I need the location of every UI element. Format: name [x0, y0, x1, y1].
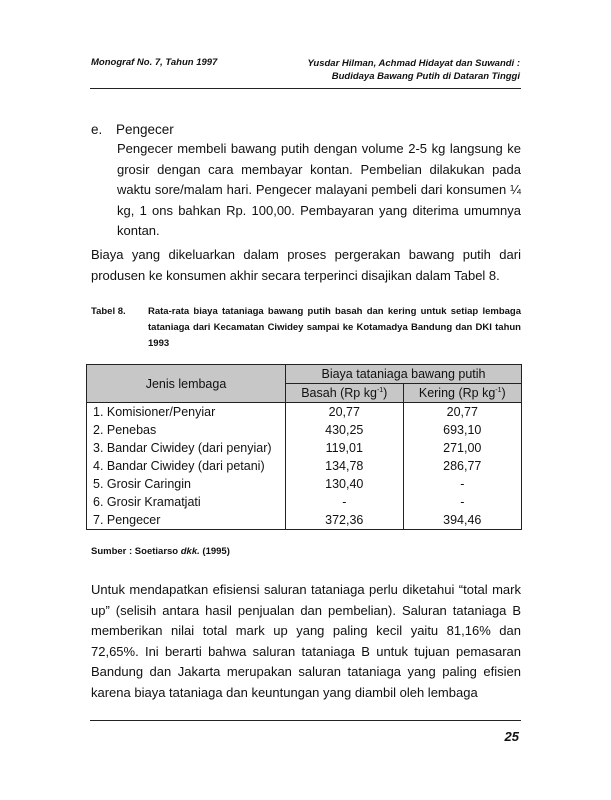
- table-row: [87, 421, 522, 439]
- table-source: [91, 546, 230, 557]
- table-caption: [91, 304, 521, 352]
- section-body: Pengecer membeli bawang putih dengan volume 2-5 kg langsung ke grosir dengan cara membayar kontan. Pembelian dilakukan pada waktu sore/malam hari. Pengecer malayani pembeli dari konsumen ¼ kg, 1 ons bahkan Rp. 100,00. Pembayaran yang diterima umumnya kontan.: [117, 141, 521, 239]
- header-basah: [286, 384, 404, 403]
- cell-basah: 134,78: [286, 457, 404, 475]
- header-kering: [403, 384, 521, 403]
- source-suffix: (1995): [202, 546, 230, 557]
- header-basah-close: ): [383, 386, 388, 400]
- cell-kering: -: [403, 475, 521, 493]
- closing-paragraph: Untuk mendapatkan efisiensi saluran tataniaga perlu diketahui “total mark up” (selisih antara hasil penjualan dan pembelian). Saluran tataniaga B memberikan nilai total mark up yang paling kecil yaitu 81,16% dan 72,65%. Ini berarti bahwa saluran tataniaga B untuk tujuan pemasaran Bandung dan Jakarta merupakan saluran tataniaga yang paling efisien karena biaya tataniaga dan keuntungan yang diambil oleh lembaga: [91, 582, 521, 700]
- cell-jenis: 6. Grosir Kramatjati: [87, 493, 286, 511]
- cost-table: [86, 364, 522, 530]
- header-kering-close: ): [501, 386, 506, 400]
- cell-kering: -: [403, 493, 521, 511]
- cell-kering: 693,10: [403, 421, 521, 439]
- cell-jenis: 2. Penebas: [87, 421, 286, 439]
- source-italic: dkk.: [180, 546, 200, 557]
- cell-basah: -: [286, 493, 404, 511]
- table-row: [87, 457, 522, 475]
- header-book-title: Budidaya Bawang Putih di Dataran Tinggi: [331, 71, 520, 82]
- cell-jenis: 7. Pengecer: [87, 511, 286, 530]
- cell-kering: 271,00: [403, 439, 521, 457]
- cell-basah: 430,25: [286, 421, 404, 439]
- table-row: [87, 439, 522, 457]
- cell-jenis: 5. Grosir Caringin: [87, 475, 286, 493]
- header-authors: Yusdar Hilman, Achmad Hidayat dan Suwandi :: [307, 58, 520, 69]
- cell-kering: 20,77: [403, 403, 521, 422]
- cell-jenis: 4. Bandar Ciwidey (dari petani): [87, 457, 286, 475]
- cell-jenis: 3. Bandar Ciwidey (dari penyiar): [87, 439, 286, 457]
- table-row: [87, 475, 522, 493]
- cell-kering: 394,46: [403, 511, 521, 530]
- header-jenis-lembaga: Jenis lembaga: [87, 365, 286, 403]
- table-caption-number: Tabel 8.: [91, 306, 126, 317]
- header-biaya-tataniaga: Biaya tataniaga bawang putih: [286, 365, 522, 384]
- cell-kering: 286,77: [403, 457, 521, 475]
- page-number: 25: [504, 729, 519, 744]
- header-basah-label: Basah (Rp kg: [301, 386, 377, 400]
- cell-basah: 119,01: [286, 439, 404, 457]
- header-basah-unit-exponent: -1: [376, 386, 384, 394]
- running-header-left: Monograf No. 7, Tahun 1997: [91, 57, 218, 68]
- header-rule: [90, 88, 521, 89]
- cell-jenis: 1. Komisioner/Penyiar: [87, 403, 286, 422]
- table-caption-text: Rata-rata biaya tataniaga bawang putih basah dan kering untuk setiap lembaga tataniaga dari Kecamatan Ciwidey sampai ke Kotamadya Bandung dan DKI tahun 1993: [148, 306, 521, 349]
- cell-basah: 372,36: [286, 511, 404, 530]
- cell-basah: 130,40: [286, 475, 404, 493]
- section-heading: [91, 122, 174, 137]
- footer-rule: [90, 720, 521, 721]
- running-header-right: [307, 57, 520, 83]
- cell-basah: 20,77: [286, 403, 404, 422]
- section-title: Pengecer: [116, 122, 174, 137]
- table-row: [87, 511, 522, 530]
- header-kering-label: Kering (Rp kg: [418, 386, 496, 400]
- source-prefix: Sumber : Soetiarso: [91, 546, 179, 557]
- table-row: [87, 403, 522, 422]
- table-row: [87, 493, 522, 511]
- intro-paragraph: Biaya yang dikeluarkan dalam proses pergerakan bawang putih dari produsen ke konsumen akhir secara terperinci disajikan dalam Tabel 8.: [91, 247, 521, 283]
- section-label: e.: [91, 122, 103, 137]
- header-kering-unit-exponent: -1: [495, 386, 502, 394]
